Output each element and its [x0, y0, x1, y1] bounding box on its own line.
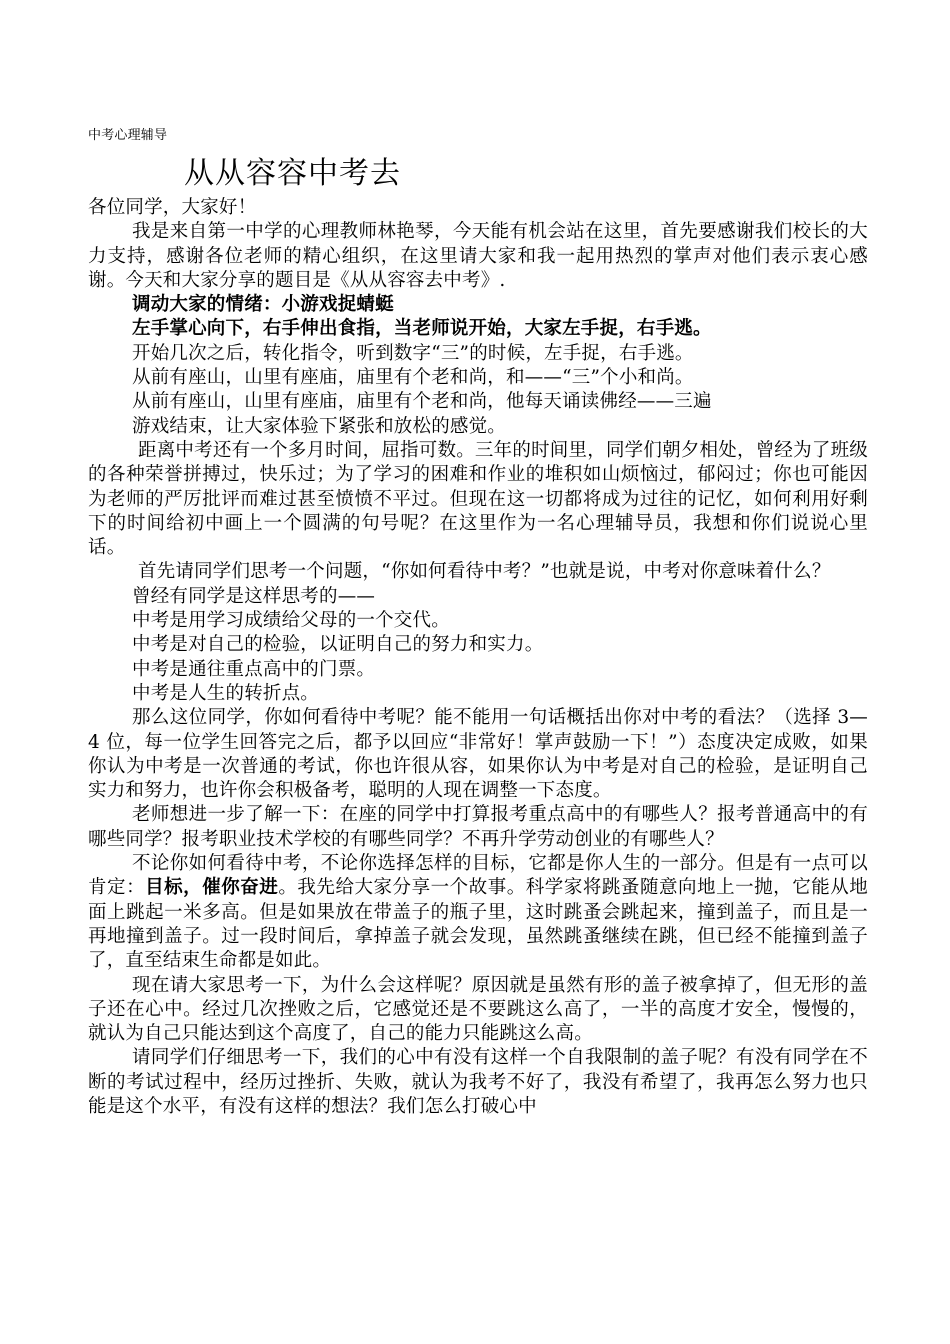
answer-item: 中考是用学习成绩给父母的一个交代。 — [132, 610, 450, 632]
answer-item: 中考是人生的转折点。 — [132, 682, 320, 704]
document-title: 从从容容中考去 — [184, 156, 401, 191]
game-heading: 调动大家的情绪：小游戏捉蜻蜓 — [132, 294, 394, 316]
game-step-3: 从前有座山，山里有座庙，庙里有个老和尚，他每天诵读佛经——三遍 — [132, 391, 712, 413]
goal-text-after: 。我先给大家分享一个故事。科学家将跳蚤随意向地上一抛，它能从地面上跳起一米多高。但是如果放在带盖子的瓶子里，这时跳蚤会跳起来，撞到盖子，而且是一再地撞到盖子。过一段时间后，拿掉盖子就会发现，虽然跳蚤继续在跳，但已经不能撞到盖子了，直至结束生命都是如此。 — [88, 877, 869, 972]
reflect-paragraph: 请同学们仔细思考一下，我们的心中有没有这样一个自我限制的盖子呢？有没有同学在不断的考试过程中，经历过挫折、失败，就认为我考不好了，我没有希望了，我再怎么努力也只能是这个水平，有没有这样的想法？我们怎么打破心中 — [88, 1047, 868, 1117]
document-label: 中考心理辅导 — [88, 128, 168, 143]
time-paragraph: 距离中考还有一个多月时间，屈指可数。三年的时间里，同学们朝夕相处，曾经为了班级的各种荣誉拼搏过，快乐过；为了学习的困难和作业的堆积如山烦恼过，郁闷过；你也可能因为老师的严厉批评而难过甚至愤愤不平过。但现在这一切都将成为过往的记忆，如何利用好剩下的时间给初中画上一个圆满的句号呢？在这里作为一名心理辅导员，我想和你们说说心里话。 — [88, 439, 868, 559]
game-step-1: 开始几次之后，转化指令，听到数字“三”的时候，左手捉，右手逃。 — [132, 342, 694, 364]
answers-intro: 曾经有同学是这样思考的—— — [132, 585, 376, 607]
question-paragraph: 首先请同学们思考一个问题，“你如何看待中考？”也就是说，中考对你意味着什么？ — [138, 561, 831, 583]
goal-emphasis: 目标，催你奋进 — [145, 877, 279, 899]
answer-item: 中考是对自己的检验，以证明自己的努力和实力。 — [132, 634, 544, 656]
intro-paragraph: 我是来自第一中学的心理教师林艳琴，今天能有机会站在这里，首先要感谢我们校长的大力支持，感谢各位老师的精心组织，在这里请大家和我一起用热烈的掌声对他们表示衷心感谢。今天和大家分享的题目是《从从容容去中考》. — [88, 221, 868, 291]
greeting: 各位同学，大家好！ — [88, 197, 257, 218]
reason-paragraph: 现在请大家思考一下，为什么会这样呢？原因就是虽然有形的盖子被拿掉了，但无形的盖子还在心中。经过几次挫败之后，它感觉还是不要跳这么高了，一半的高度才安全，慢慢的，就认为自己只能达到这个高度了，自己的能力只能跳这么高。 — [88, 974, 868, 1045]
game-step-2: 从前有座山，山里有座庙，庙里有个老和尚，和——“三”个小和尚。 — [132, 367, 694, 389]
document-page — [88, 128, 868, 1119]
game-end: 游戏结束，让大家体验下紧张和放松的感觉。 — [132, 415, 507, 437]
answer-item: 中考是通往重点高中的门票。 — [132, 658, 376, 680]
attitude-paragraph: 那么这位同学，你如何看待中考呢？能不能用一句话概括出你对中考的看法？（选择 3—4 位，每一位学生回答完之后，都予以回应“非常好！掌声鼓励一下！”）态度决定成败，如果你认为中考是一次普通的考试，你也许很从容，如果你认为中考是对自己的检验，是证明自己实力和努力，也许你会积极备考，聪明的人现在调整一下态度。 — [88, 707, 868, 802]
game-rule: 左手掌心向下，右手伸出食指，当老师说开始，大家左手捉，右手逃。 — [132, 318, 712, 340]
goal-text-before: 不论你如何看待中考，不论你选择怎样的目标，它都是你人生的一部分。但是有一点可以肯定： — [88, 853, 868, 899]
survey-paragraph: 老师想进一步了解一下：在座的同学中打算报考重点高中的有哪些人？报考普通高中的有哪些同学？报考职业技术学校的有哪些同学？不再升学劳动创业的有哪些人？ — [88, 804, 868, 850]
goal-paragraph — [88, 852, 868, 973]
